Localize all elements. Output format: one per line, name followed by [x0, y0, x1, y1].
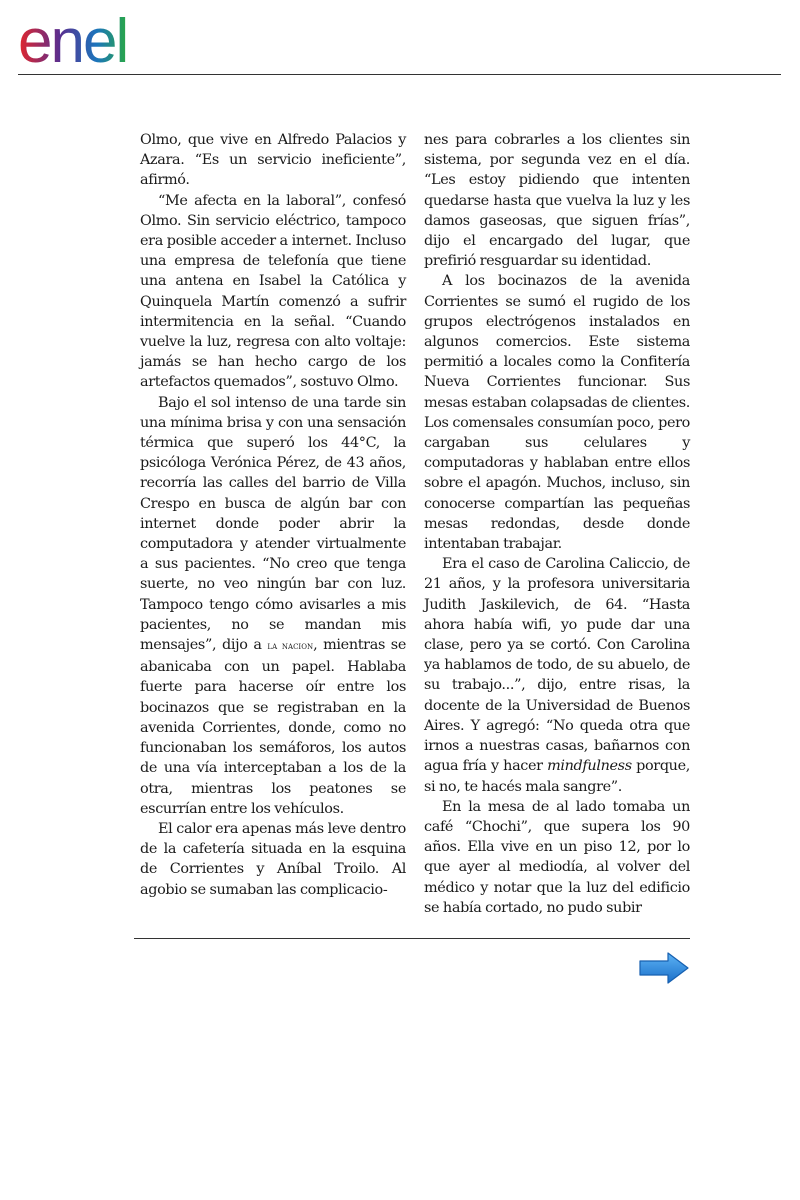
page-header: [0, 0, 800, 80]
paragraph: El calor era apenas más leve dentro de la cafetería situada en la esquina de Corrientes y Aníbal Troilo. Al agobio se sumaban las complicacio-: [140, 820, 406, 898]
paragraph: En la mesa de al lado tomaba un café “Chochi”, que supera los 90 años. Ella vive en un piso 12, por lo que ayer al mediodía, al volver del médico y notar que la luz del edificio se había cortado, no pudo subir: [424, 798, 690, 916]
article-column-right: [424, 130, 690, 920]
article-body: [140, 130, 690, 920]
footer-divider: [134, 938, 690, 939]
newspaper-name: la nacion: [267, 641, 314, 653]
article-column-left: [140, 130, 406, 920]
paragraph: nes para cobrarles a los clientes sin sistema, por segunda vez en el día. “Les estoy pidiendo que intenten quedarse hasta que vuelva la luz y les damos gaseosas, que siguen frías”, dijo el encargado del lugar, que prefirió resguardar su identidad.: [424, 132, 690, 270]
italic-term: mindfulness: [547, 758, 632, 775]
paragraph: A los bocinazos de la avenida Corrientes se sumó el rugido de los grupos electrógenos instalados en algunos comercios. Este sistema permitió a locales como la Confitería Nueva Corrientes funcionar. Sus mesas estaban colapsadas de clientes. Los comensales consumían poco, pero cargaban sus celulares y computadoras y hablaban entre ellos sobre el apagón. Muchos, incluso, sin conocerse compartían las pequeñas mesas redondas, desde donde intentaban trabajar.: [424, 273, 690, 553]
header-divider: [18, 74, 781, 75]
paragraph: Olmo, que vive en Alfredo Palacios y Azara. “Es un servicio ineficiente”, afirmó.: [140, 132, 406, 189]
paragraph: Era el caso de Carolina Caliccio, de 21 años, y la profesora universitaria Judith Jaskilevich, de 64. “Hasta ahora había wifi, yo pude dar una clase, pero ya se cortó. Con Carolina ya hablamos de todo, de su abuelo, de su trabajo...”, dijo, entre risas, la docente de la Universidad de Buenos Aires. Y agregó: “No queda otra que irnos a nuestras casas, bañarnos con agua fría y hacer mindfulness porque, si no, te hacés mala sangre”.: [424, 556, 690, 795]
paragraph: Bajo el sol intenso de una tarde sin una mínima brisa y con una sensación térmica que superó los 44°C, la psicóloga Verónica Pérez, de 43 años, recorría las calles del barrio de Villa Crespo en busca de algún bar con internet donde poder abrir la computadora y atender virtualmente a sus pacientes. “No creo que tenga suerte, no veo ningún bar con luz. Tampoco tengo cómo avisarles a mis pacientes, no se mandan mis mensajes”, dijo a la nacion, mientras se abanicaba con un papel. Hablaba fuerte para hacerse oír entre los bocinazos que se registraban en la avenida Corrientes, donde, como no funcionaban los semáforos, los autos de una vía interceptaban a los de la otra, mientras los peatones se escurrían entre los vehículos.: [140, 394, 406, 817]
enel-logo: [16, 10, 176, 70]
svg-text:enel: enel: [18, 10, 128, 70]
arrow-right-icon[interactable]: [638, 951, 690, 985]
paragraph: “Me afecta en la laboral”, confesó Olmo. Sin servicio eléctrico, tampoco era posible acceder a internet. Incluso una empresa de telefonía que tiene una antena en Isabel la Católica y Quinquela Martín comenzó a sufrir intermitencia en la señal. “Cuando vuelve la luz, regresa con alto voltaje: jamás se han hecho cargo de los artefactos quemados”, sostuvo Olmo.: [140, 192, 406, 391]
